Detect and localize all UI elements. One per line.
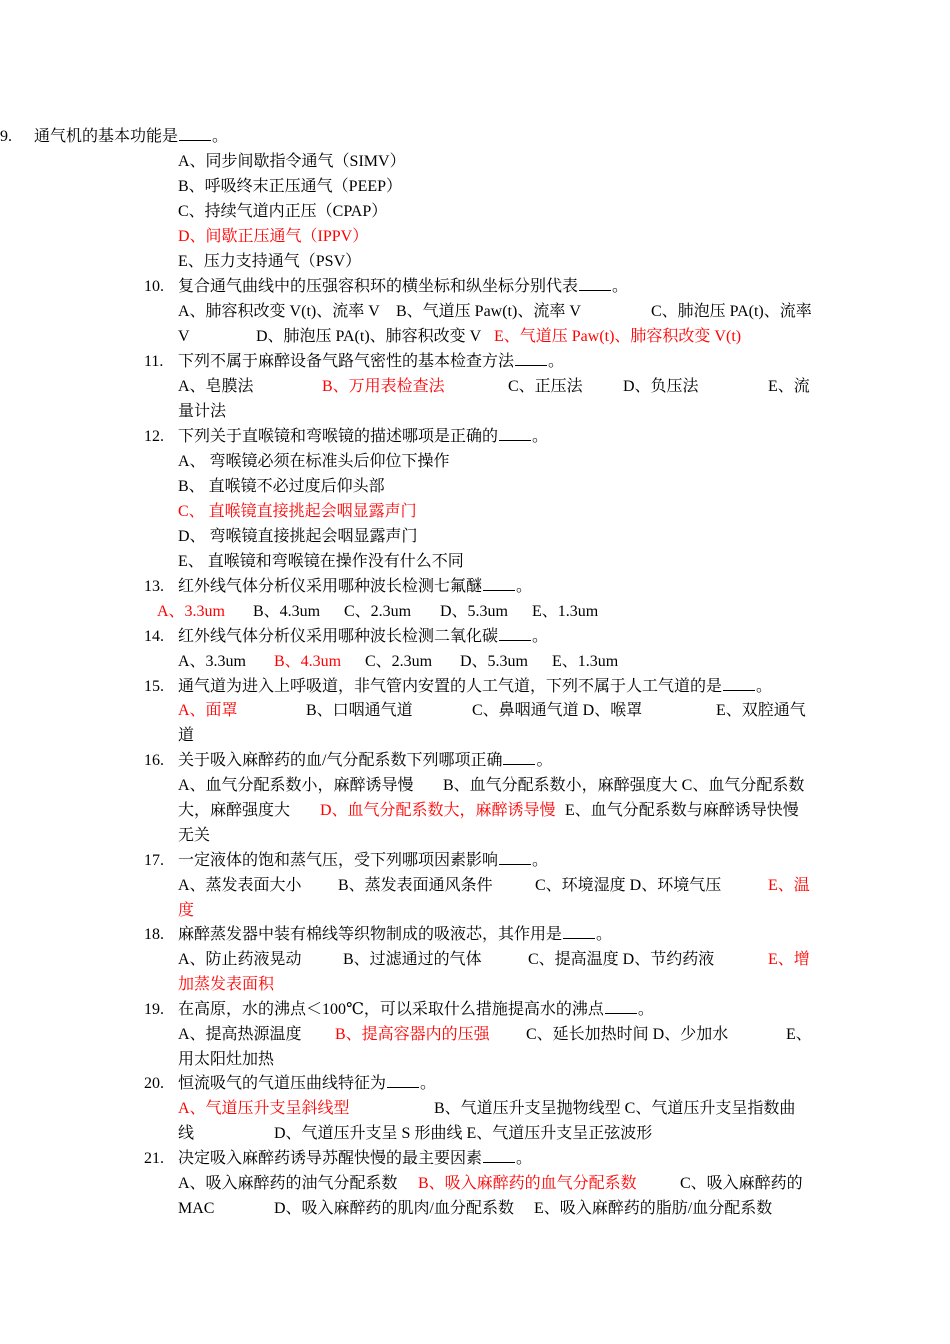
- question-number: 18.: [144, 926, 164, 943]
- option-c: C、持续气道内正压（CPAP）: [178, 203, 388, 220]
- question-16-stem: [144, 748, 552, 773]
- question-number: 11.: [144, 353, 164, 370]
- question-text: 在高原，水的沸点＜100℃，可以采取什么措施提高水的沸点: [178, 1001, 604, 1018]
- question-text: 恒流吸气的气道压曲线特征为: [178, 1075, 387, 1092]
- option-c: C、肺泡压 PA(t)、流率: [651, 303, 812, 320]
- option-e: E、1.3um: [552, 653, 619, 670]
- option-c-answer: C、 直喉镜直接挑起会咽显露声门: [178, 503, 417, 520]
- option-c-cont: MAC: [178, 1200, 215, 1217]
- punctuation: 。: [516, 1150, 533, 1167]
- option-c: C、2.3um: [344, 603, 412, 620]
- answer-blank: [499, 624, 531, 641]
- question-number: 20.: [144, 1075, 164, 1092]
- question-15-stem: [144, 674, 772, 699]
- option-e: E、: [786, 1026, 812, 1043]
- punctuation: 。: [212, 128, 229, 145]
- option-b: B、气道压 Paw(t)、流率 V: [396, 303, 581, 320]
- option-a: A、血气分配系数小，麻醉诱导慢: [178, 777, 414, 794]
- question-text: 通气道为进入上呼吸道，非气管内安置的人工气道，下列不属于人工气道的是: [178, 678, 723, 695]
- question-text: 复合通气曲线中的压强容积环的横坐标和纵坐标分别代表: [178, 278, 579, 295]
- punctuation: 。: [637, 1001, 654, 1018]
- option-e: E、 直喉镜和弯喉镜在操作没有什么不同: [178, 553, 464, 570]
- option-a: A、防止药液晃动: [178, 951, 302, 968]
- option-e: E、吸入麻醉药的脂肪/血分配系数: [534, 1200, 773, 1217]
- punctuation: 。: [596, 926, 613, 943]
- question-text: 下列关于直喉镜和弯喉镜的描述哪项是正确的: [178, 428, 499, 445]
- question-number: 17.: [144, 852, 164, 869]
- option-c: C、正压法: [508, 378, 583, 395]
- question-text: 麻醉蒸发器中装有棉线等织物制成的吸液芯，其作用是: [178, 926, 563, 943]
- option-d-e: D、气道压升支呈 S 形曲线 E、气道压升支呈正弦波形: [274, 1125, 653, 1142]
- option-d: D、5.3um: [440, 603, 509, 620]
- answer-blank: [503, 748, 535, 765]
- question-number: 15.: [144, 678, 164, 695]
- question-9-stem: [0, 124, 228, 149]
- answer-blank: [723, 674, 755, 691]
- option-b: B、口咽通气道: [306, 702, 413, 719]
- punctuation: 。: [548, 353, 565, 370]
- option-a: A、蒸发表面大小: [178, 877, 302, 894]
- question-text: 下列不属于麻醉设备气路气密性的基本检查方法: [178, 353, 515, 370]
- option-e-cont: 无关: [178, 827, 211, 844]
- option-b-answer: B、提高容器内的压强: [335, 1026, 490, 1043]
- option-e-answer: E、增: [768, 951, 810, 968]
- option-d-answer: D、间歇正压通气（IPPV）: [178, 228, 369, 245]
- question-text: 关于吸入麻醉药的血/气分配系数下列哪项正确: [178, 752, 503, 769]
- question-number: 19.: [144, 1001, 164, 1018]
- option-b: B、4.3um: [253, 603, 321, 620]
- punctuation: 。: [756, 678, 773, 695]
- option-c-d: C、延长加热时间 D、少加水: [526, 1026, 729, 1043]
- option-d: D、 弯喉镜直接挑起会咽显露声门: [178, 528, 418, 545]
- question-number: 10.: [144, 278, 164, 295]
- question-19-stem: [144, 997, 654, 1022]
- answer-blank: [483, 1146, 515, 1163]
- question-21-stem: [144, 1146, 532, 1171]
- option-a: A、同步间歇指令通气（SIMV）: [178, 153, 406, 170]
- punctuation: 。: [536, 752, 553, 769]
- question-text: 决定吸入麻醉药诱导苏醒快慢的最主要因素: [178, 1150, 483, 1167]
- question-number: 9.: [0, 128, 12, 145]
- question-text: 通气机的基本功能是: [34, 128, 179, 145]
- option-b: B、 直喉镜不必过度后仰头部: [178, 478, 385, 495]
- question-17-stem: [144, 848, 548, 873]
- option-e: E、流: [768, 378, 810, 395]
- answer-blank: [579, 274, 611, 291]
- question-number: 16.: [144, 752, 164, 769]
- option-a: A、肺容积改变 V(t)、流率 V: [178, 303, 380, 320]
- option-a-answer: A、3.3um: [157, 603, 226, 620]
- punctuation: 。: [532, 428, 549, 445]
- question-10-stem: [144, 274, 628, 299]
- question-text: 一定液体的饱和蒸气压，受下列哪项因素影响: [178, 852, 499, 869]
- punctuation: 。: [516, 578, 533, 595]
- question-20-stem: [144, 1071, 436, 1096]
- option-c-d: C、环境湿度 D、环境气压: [535, 877, 722, 894]
- option-e-answer-cont: 加蒸发表面积: [178, 976, 275, 993]
- option-b-answer: B、万用表检查法: [322, 378, 445, 395]
- option-e-answer-cont: 度: [178, 902, 195, 919]
- option-a: A、提高热源温度: [178, 1026, 302, 1043]
- option-c-cont: 大，麻醉强度大: [178, 802, 291, 819]
- answer-blank: [179, 124, 211, 141]
- option-e-cont: 道: [178, 727, 195, 744]
- option-d-answer: D、血气分配系数大，麻醉诱导慢: [320, 802, 556, 819]
- option-e: E、血气分配系数与麻醉诱导快慢: [565, 802, 799, 819]
- option-b: B、蒸发表面通风条件: [338, 877, 493, 894]
- option-e: E、1.3um: [532, 603, 599, 620]
- option-b-c: B、血气分配系数小，麻醉强度大 C、血气分配系数: [443, 777, 805, 794]
- option-b-c: B、气道压升支呈抛物线型 C、气道压升支呈指数曲: [434, 1100, 796, 1117]
- option-c: C、2.3um: [365, 653, 433, 670]
- answer-blank: [499, 424, 531, 441]
- option-b: B、呼吸终末正压通气（PEEP）: [178, 178, 403, 195]
- option-c-cont: 线: [178, 1125, 195, 1142]
- answer-blank: [605, 997, 637, 1014]
- option-d: D、负压法: [623, 378, 699, 395]
- question-number: 21.: [144, 1150, 164, 1167]
- question-text: 红外线气体分析仪采用哪种波长检测二氧化碳: [178, 628, 499, 645]
- answer-blank: [483, 574, 515, 591]
- punctuation: 。: [532, 628, 549, 645]
- option-b-answer: B、4.3um: [274, 653, 342, 670]
- question-13-stem: [144, 574, 532, 599]
- option-e-cont: 量计法: [178, 403, 227, 420]
- option-c: C、吸入麻醉药的: [680, 1175, 803, 1192]
- option-a: A、皂膜法: [178, 378, 254, 395]
- option-e-cont: 用太阳灶加热: [178, 1051, 275, 1068]
- answer-blank: [387, 1071, 419, 1088]
- punctuation: 。: [420, 1075, 437, 1092]
- answer-blank: [563, 922, 595, 939]
- option-d: D、5.3um: [460, 653, 529, 670]
- option-a-answer: A、面罩: [178, 702, 238, 719]
- punctuation: 。: [612, 278, 629, 295]
- option-b: B、过滤通过的气体: [343, 951, 482, 968]
- question-14-stem: [144, 624, 548, 649]
- option-e: E、压力支持通气（PSV）: [178, 253, 362, 270]
- answer-blank: [515, 349, 547, 366]
- option-c-cont: V: [178, 328, 190, 345]
- option-e: E、双腔通气: [716, 702, 806, 719]
- option-a: A、吸入麻醉药的油气分配系数: [178, 1175, 398, 1192]
- answer-blank: [499, 848, 531, 865]
- punctuation: 。: [532, 852, 549, 869]
- question-text: 红外线气体分析仪采用哪种波长检测七氟醚: [178, 578, 483, 595]
- option-c-d: C、提高温度 D、节约药液: [528, 951, 715, 968]
- option-b-answer: B、吸入麻醉药的血气分配系数: [418, 1175, 637, 1192]
- question-number: 13.: [144, 578, 164, 595]
- option-c-d: C、鼻咽通气道 D、喉罩: [472, 702, 643, 719]
- option-e-answer: E、气道压 Paw(t)、肺容积改变 V(t): [494, 328, 742, 345]
- option-a: A、 弯喉镜必须在标准头后仰位下操作: [178, 453, 450, 470]
- question-number: 12.: [144, 428, 164, 445]
- question-18-stem: [144, 922, 612, 947]
- question-number: 14.: [144, 628, 164, 645]
- option-d: D、吸入麻醉药的肌肉/血分配系数: [274, 1200, 515, 1217]
- option-a-answer: A、气道压升支呈斜线型: [178, 1100, 350, 1117]
- question-12-stem: [144, 424, 548, 449]
- option-d: D、肺泡压 PA(t)、肺容积改变 V: [256, 328, 482, 345]
- question-11-stem: [144, 349, 564, 374]
- option-a: A、3.3um: [178, 653, 247, 670]
- option-e-answer: E、温: [768, 877, 810, 894]
